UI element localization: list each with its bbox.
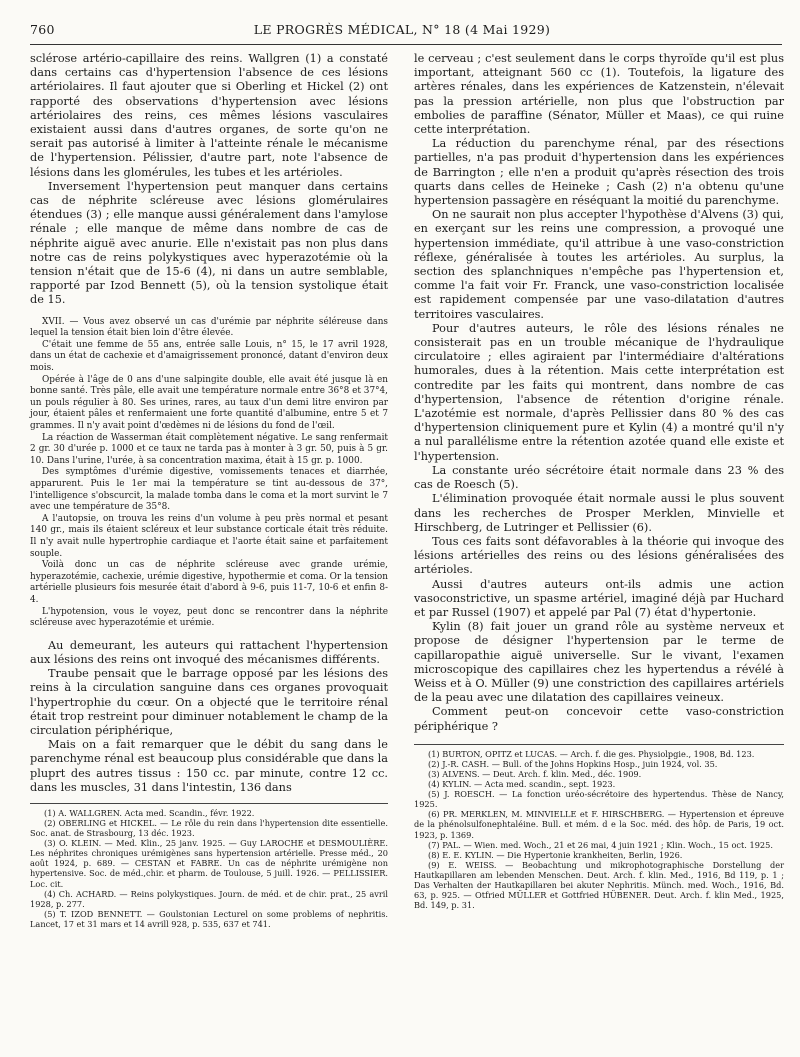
footnote: (2) J.-R. CASH. — Bull. of the Johns Hopkins Hosp., juin 1924, vol. 35.	[428, 758, 718, 769]
footnote: (2) OBERLING et HICKEL. — Le rôle du rein dans l'hypertension dite essentielle. Soc. anat. de Strasbourg, 13 déc. 1923.	[30, 818, 388, 839]
paragraph: Inversement l'hypertension peut manquer dans certains cas de néphrite scléreuse avec lésions glomérulaires étendues (3) ; elle manque aussi généralement dans l'amylose rénale ; elle manque de même dans nombre de cas de néphrite aiguë avec anurie. Elle n'existait pas non plus dans notre cas de reins polykystiques avec hyperazotémie où la tension n'était que de 15-6 (4), ni dans un autre semblable, rapporté par Izod Bennett (5), où la tension systolique était de 15.	[30, 179, 388, 307]
paragraph: Kylin (8) fait jouer un grand rôle au système nerveux et propose de désigner l'hypertension par le terme de capillaropathie aiguë universelle. Sur le vivant, l'examen microscopique des capillaires chez les hypertendus a révélé à Weiss et à O. Müller (9) une constriction des capillaires artériels de la peau avec une dilatation des capillaires veineux.	[414, 620, 784, 705]
right-column	[414, 52, 784, 910]
footnote: (8) E. E. KYLIN. — Die Hypertonie krankheiten, Berlin, 1926.	[428, 849, 683, 860]
paragraph: La réduction du parenchyme rénal, par des résections partielles, n'a pas produit d'hypertension dans les expériences de Barrington ; elle n'en a produit qu'après résection des trois quarts dans celles de Heineke ; Cash (2) n'a obtenu qu'une hypertension passagère en réséquant la moitié du parenchyme.	[414, 137, 784, 208]
paragraph: La constante uréo sécrétoire était normale dans 23 % des cas de Roesch (5).	[414, 463, 784, 492]
paragraph: Tous ces faits sont défavorables à la théorie qui invoque des lésions artérielles des reins ou des lésions généralisées des artérioles.	[414, 534, 784, 577]
paragraph: Traube pensait que le barrage opposé par les lésions des reins à la circulation sanguine dans ces organes provoquait l'hypertrophie du cœur. On a objecté que le territoire rénal était trop restreint pour diminuer notablement le champ de la circulation périphérique,	[30, 667, 388, 737]
footnote: (4) KYLIN. — Acta med. scandin., sept. 1923.	[428, 779, 616, 790]
footnote: (7) PAL. — Wien. med. Woch., 21 et 26 mai, 4 juin 1921 ; Klin. Woch., 15 oct. 1925.	[428, 839, 773, 850]
observation-block	[30, 317, 388, 630]
text-block	[30, 639, 388, 795]
journal-page	[22, 0, 782, 1057]
observation-paragraph: L'hypotension, vous le voyez, peut donc se rencontrer dans la néphrite scléreuse avec hyperazotémie et urémie.	[30, 606, 388, 629]
paragraph: Pour d'autres auteurs, le rôle des lésions rénales ne consisterait pas en un trouble mécanique de l'hydraulique circulatoire ; elles agiraient par l'intermédiaire d'altérations humorales, dues à la rétention. Mais cette interprétation est contredite par les faits qui montrent, dans nombre de cas d'hypertension, l'absence de rétention d'origine rénale. L'azotémie est normale, d'après Pellissier dans 80 % des cas d'hypertension cliniquement pure et Kylin (4) a montré qu'il n'y a nul parallélisme entre la rétention azotée quand elle existe et l'hypertension.	[414, 321, 784, 463]
footnote: (6) PR. MERKLEN, M. MINVIELLE et F. HIRSCHBERG. — Hypertension et épreuve de la phénolsulfonephtaléine. Bull. et mém. d e la Soc. méd. des hôp. de Paris, 19 oct. 1923, p. 1369.	[414, 809, 784, 840]
observation-paragraph: XVII. — Vous avez observé un cas d'urémie par néphrite séléreuse dans lequel la tension était bien loin d'être élevée.	[30, 316, 388, 339]
footnote: (5) T. IZOD BENNETT. — Goulstonian Lecturel on some problems of nephritis. Lancet, 17 et 31 mars et 14 avrill 928, p. 535, 637 et 741.	[30, 908, 388, 929]
paragraph: Mais on a fait remarquer que le débit du sang dans le parenchyme rénal est beaucoup plus considérable que dans la pluprt des autres tissus : 150 cc. par minute, contre 12 cc. dans les muscles, 31 dans l'intestin, 136 dans	[30, 738, 388, 794]
footnote: (9) E. WEISS. — Beobachtung und mikrophotographische Dorstellung der Hautkapillaren am lebenden Menschen. Deut. Arch. f. klin. Med., 1916, Bd 119, p. 1 ; Das Verhalten der Hautkapillaren bei akuter Nephritis. Münch. med. Woch., 1916, Bd. 63, p. 925. — Otfried MÜLLER et Gottfried HÜBENER. Deut. Arch. f. klin Med., 1925, Bd. 149, p. 31.	[414, 859, 784, 911]
footnote: (5) J. ROESCH. — La fonction uréo-sécrétoire des hypertendus. Thèse de Nancy, 1925.	[414, 789, 784, 810]
running-header	[22, 22, 782, 40]
footnotes	[30, 808, 388, 929]
observation-paragraph: La réaction de Wasserman était complètement négative. Le sang renfermait 2 gr. 30 d'urée p. 1000 et ce taux ne tarda pas à monter à 3 gr. 50, puis à 5 gr. 10. Dans l'urine, l'urée, à sa concentration maxima, était à 15 gr. p. 1000.	[30, 432, 388, 466]
paragraph: sclérose artério-capillaire des reins. Wallgren (1) a constaté dans certains cas d'hypertension l'absence de ces lésions artériolaires. Il faut ajouter que si Oberling et Hickel (2) ont rapporté des observations d'hypertension avec lésions artériolaires des reins, ces mêmes lésions vasculaires existaient aussi dans d'autres organes, de sorte qu'on ne serait pas autorisé à limiter à l'atteinte rénale le mécanisme de l'hypertension. Pélissier, d'autre part, note l'absence de lésions dans les glomérules, les tubes et les artérioles.	[30, 52, 388, 179]
page-number: 760	[30, 22, 55, 37]
footnote: (3) ALVENS. — Deut. Arch. f. klin. Med., déc. 1909.	[428, 768, 642, 779]
paragraph: Comment peut-on concevoir cette vaso-constriction périphérique ?	[414, 705, 784, 733]
header-rule	[30, 44, 782, 45]
left-column	[30, 52, 388, 929]
observation-paragraph: A l'autopsie, on trouva les reins d'un volume à peu près normal et pesant 140 gr., mais ils étaient scléreux et leur substance corticale était très réduite. Il n'y avait nulle hypertrophie cardiaque et l'aorte était saine et parfaitement souple.	[30, 513, 388, 559]
footnote: (1) BURTON, OPITZ et LUCAS. — Arch. f. die ges. Physiolpgie., 1908, Bd. 123.	[428, 748, 755, 759]
paragraph: le cerveau ; c'est seulement dans le corps thyroïde qu'il est plus important, atteignant 560 cc (1). Toutefois, la ligature des artères rénales, dans les expériences de Katzenstein, n'élevait pas la pression artérielle, non plus que l'obstruction par embolies de paraffine (Sénator, Müller et Maas), ce qui ruine cette interprétation.	[414, 52, 784, 137]
footnote: (4) Ch. ACHARD. — Reins polykystiques. Journ. de méd. et de chir. prat., 25 avril 1928, p. 277.	[30, 888, 388, 909]
footnote: (1) A. WALLGREN. Acta med. Scandin., févr. 1922.	[44, 807, 255, 818]
paragraph: Aussi d'autres auteurs ont-ils admis une action vasoconstrictive, un spasme artériel, imaginé déjà par Huchard et par Russel (1907) et appelé par Pal (7) état d'hypertonie.	[414, 577, 784, 619]
observation-paragraph: C'était une femme de 55 ans, entrée salle Louis, n° 15, le 17 avril 1928, dans un état de cachexie et d'amaigrissement prononcé, datant d'environ deux mois.	[30, 339, 388, 374]
footnote: (3) O. KLEIN. — Med. Klin., 25 janv. 1925. — Guy LAROCHE et DESMOULIÈRE. Les néphrites chroniques urémigènes sans hypertension artérielle. Presse méd., 20 août 1924, p. 689. — CESTAN et FABRE. Un cas de néphrite urémigène non hypertensive. Soc. de méd.,chir. et pharm. de Toulouse, 5 juill. 1926. — PELLISSIER. Loc. cit.	[30, 838, 388, 889]
journal-title: LE PROGRÈS MÉDICAL, N° 18 (4 Mai 1929)	[253, 22, 551, 37]
observation-paragraph: Voilà donc un cas de néphrite scléreuse avec grande urémie, hyperazotémie, cachexie, urémie digestive, hypothermie et coma. Or la tension artérielle plusieurs fois mesurée était d'abord à 9-6, puis 11-7, 10-6 et enfin 8-4.	[30, 560, 388, 605]
footnote-rule	[414, 744, 784, 745]
footnote-rule	[30, 803, 388, 804]
paragraph: On ne saurait non plus accepter l'hypothèse d'Alvens (3) qui, en exerçant sur les reins une compression, a provoqué une hypertension immédiate, qu'il attribue à une vaso-constriction réflexe, généralisée à toutes les artérioles. Au surplus, la section des splanchniques n'empêche pas l'hypertension et, comme l'a fait voir Fr. Franck, une vaso-constriction localisée est rapidement compensée par une vaso-dilatation d'autres territoires vasculaires.	[414, 208, 784, 321]
observation-paragraph: Opérée à l'âge de 0 ans d'une salpingite double, elle avait été jusque là en bonne santé. Très pâle, elle avait une température normale entre 36°8 et 37°4, un pouls régulier à 80. Ses urines, rares, au taux d'un demi litre environ par jour, étaient pâles et renfermaient une forte quantité d'albumine, entre 5 et 7 grammes. Il n'y avait point d'œdèmes ni de lésions du fond de l'œil.	[30, 374, 388, 431]
observation-paragraph: Des symptômes d'urémie digestive, vomissements tenaces et diarrhée, apparurent. Puis le 1er mai la température se tint au-dessous de 37°, l'intelligence s'obscurcit, la malade tomba dans le coma et la mort survint le 7 avec une température de 35°8.	[30, 467, 388, 513]
paragraph: L'élimination provoquée était normale aussi le plus souvent dans les recherches de Prosper Merklen, Minvielle et Hirschberg, de Lutringer et Pellissier (6).	[414, 492, 784, 534]
footnotes	[414, 749, 784, 911]
paragraph: Au demeurant, les auteurs qui rattachent l'hypertension aux lésions des reins ont invoqué des mécanismes différents.	[30, 638, 388, 666]
